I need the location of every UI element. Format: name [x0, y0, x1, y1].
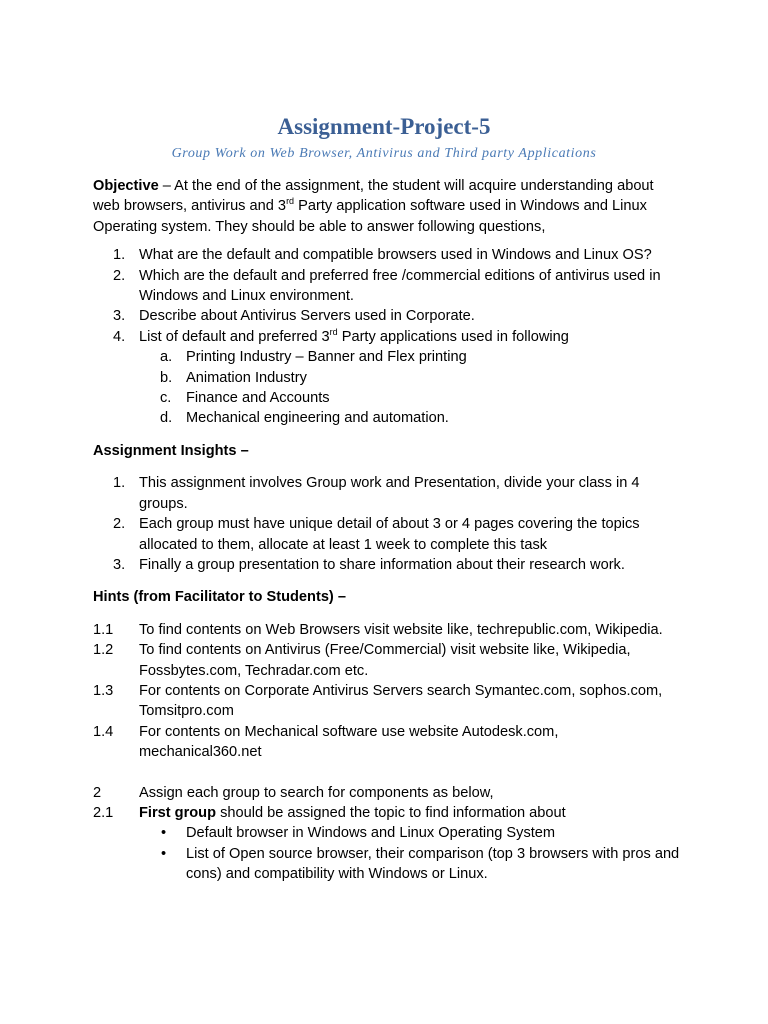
section-2-list [93, 783, 683, 824]
insights-list [93, 473, 683, 575]
bullet-icon: • [161, 845, 167, 862]
document-title: Assignment-Project-5 [277, 114, 491, 139]
list-text: Assign each group to search for components as below, [139, 784, 494, 801]
sub-list-text: Animation Industry [186, 369, 307, 386]
list-text: This assignment involves Group work and Presentation, divide your class in 4 groups. [139, 475, 640, 512]
questions-list [93, 245, 683, 429]
sub-list-text: Mechanical engineering and automation. [186, 410, 449, 427]
sub-list-text: Finance and Accounts [186, 390, 330, 407]
objective-text-2: Party application software used in Windows and Linux Operating system. They should be able to answer following questions, [93, 198, 647, 235]
insights-heading: Assignment Insights – [93, 442, 249, 459]
objective-sup: rd [286, 196, 295, 207]
sub-list-text: Printing Industry – Banner and Flex printing [186, 349, 467, 366]
list-text: List of default and preferred 3 [139, 328, 330, 345]
list-item [93, 640, 683, 681]
bullet-item [93, 823, 683, 843]
list-number: 1.1 [93, 621, 114, 638]
list-item [93, 620, 683, 640]
list-text: Which are the default and preferred free /commercial editions of antivirus used in Windows and Linux environment. [139, 267, 661, 305]
bullet-icon: • [161, 825, 167, 842]
objective-text-1: – At the end of the assignment, the student will acquire understanding about web browsers, antivirus and 3 [93, 178, 654, 215]
list-item [93, 327, 683, 429]
first-group-label: First group [139, 804, 217, 821]
document-body [93, 176, 683, 885]
sub-list-letter: d. [160, 410, 173, 427]
list-item [93, 245, 683, 265]
list-number: 3. [113, 556, 126, 573]
list-text: To find contents on Web Browsers visit website like, techrepublic.com, Wikipedia. [139, 621, 663, 638]
document-subtitle: Group Work on Web Browser, Antivirus and Third party Applications [171, 146, 597, 161]
sub-list-letter: a. [160, 349, 173, 366]
bullet-text: Default browser in Windows and Linux Operating System [186, 825, 556, 842]
list-item [93, 514, 683, 555]
list-text: Finally a group presentation to share information about their research work. [139, 556, 625, 573]
list-item [93, 681, 683, 722]
list-number: 1.4 [93, 723, 114, 740]
sub-list-letter: c. [160, 390, 172, 407]
list-number: 2. [113, 267, 126, 284]
list-item [93, 306, 683, 326]
sub-list-item [93, 408, 683, 428]
objective-paragraph [93, 176, 683, 237]
list-text: What are the default and compatible browsers used in Windows and Linux OS? [139, 247, 652, 264]
list-number: 4. [113, 328, 126, 345]
list-item [93, 803, 683, 823]
sub-list-item [93, 368, 683, 388]
list-number: 1. [113, 247, 126, 264]
list-text: For contents on Corporate Antivirus Servers search Symantec.com, sophos.com, Tomsitpro.com [139, 682, 663, 720]
list-item [93, 473, 683, 514]
list-text: Party applications used in following [337, 328, 569, 345]
list-text: To find contents on Antivirus (Free/Commercial) visit website like, Wikipedia, Fossbytes.com, Techradar.com etc. [139, 642, 631, 679]
hints-list [93, 620, 683, 763]
list-number: 1.2 [93, 642, 114, 659]
objective-label: Objective [93, 178, 159, 194]
list-number: 1.3 [93, 682, 114, 699]
list-item [93, 722, 683, 763]
hints-heading: Hints (from Facilitator to Students) – [93, 589, 346, 606]
list-number: 2 [93, 784, 102, 801]
list-number: 3. [113, 308, 126, 325]
list-number: 2.1 [93, 804, 114, 821]
list-item [93, 783, 683, 803]
bullet-text: List of Open source browser, their comparison (top 3 browsers with pros and cons) and compatibility with Windows or Linux. [186, 845, 680, 883]
list-text: For contents on Mechanical software use website Autodesk.com, mechanical360.net [139, 723, 559, 761]
sub-list-item [93, 347, 683, 367]
list-sup: rd [329, 326, 338, 337]
list-number: 1. [113, 475, 126, 492]
list-text: should be assigned the topic to find information about [216, 804, 566, 821]
first-group-bullets [93, 823, 683, 884]
list-text: Describe about Antivirus Servers used in Corporate. [139, 308, 475, 325]
list-text: Each group must have unique detail of about 3 or 4 pages covering the topics allocated to them, allocate at least 1 week to complete this task [139, 516, 640, 553]
industries-list [139, 347, 683, 429]
bullet-item [93, 844, 683, 885]
sub-list-letter: b. [160, 369, 173, 386]
list-number: 2. [113, 516, 126, 533]
list-item [93, 266, 683, 307]
sub-list-item [93, 388, 683, 408]
list-item [93, 555, 683, 575]
